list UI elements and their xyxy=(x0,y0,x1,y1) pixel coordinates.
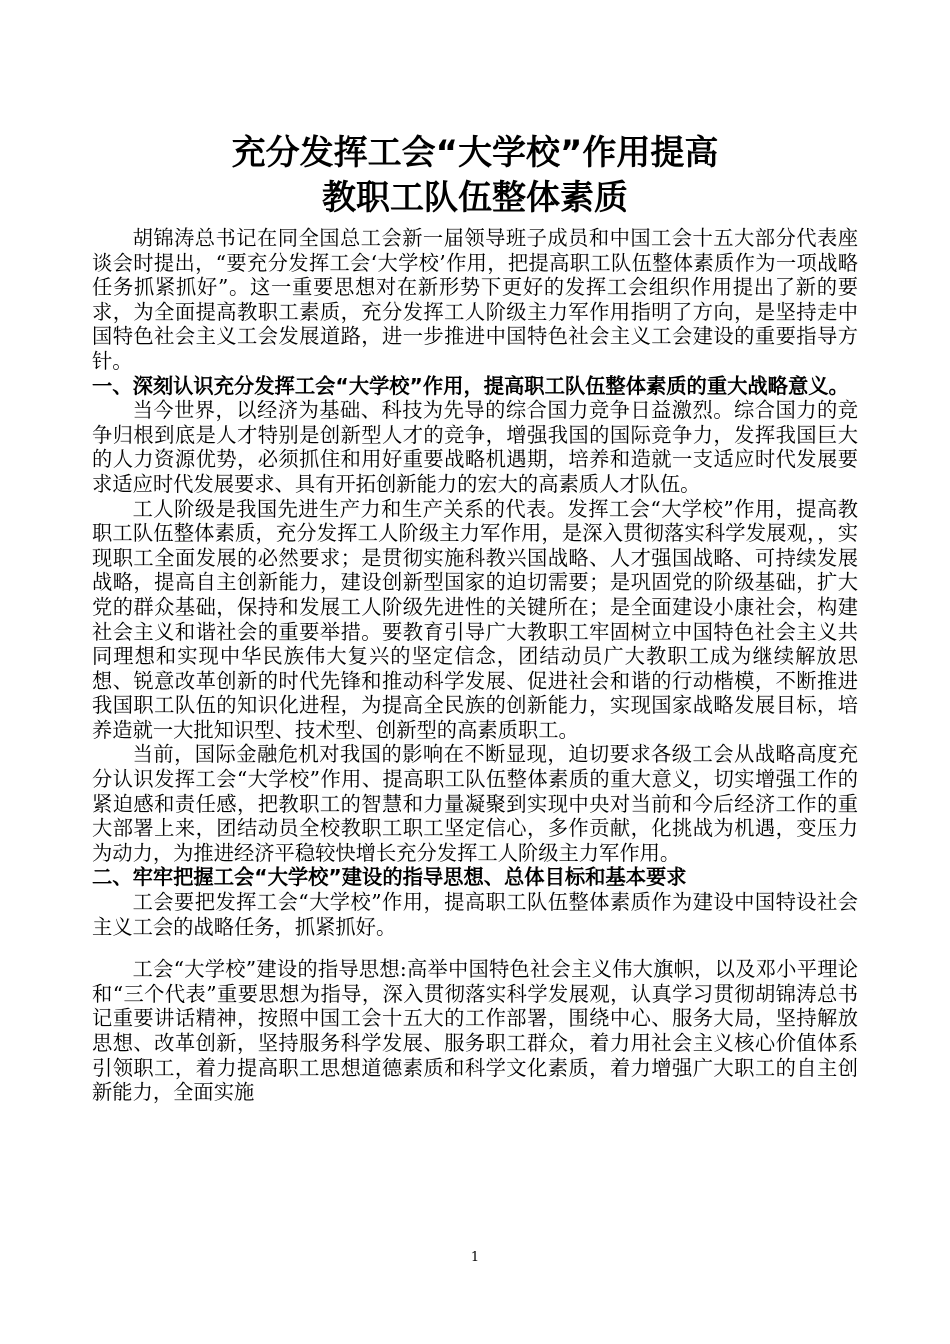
document-body xyxy=(92,226,858,1105)
paragraph-intro: 胡锦涛总书记在同全国总工会新一届领导班子成员和中国工会十五大部分代表座谈会时提出，“要充分发挥工会‘大学校’作用，把提高职工队伍整体素质作为一项战略任务抓紧抓好”。这一重要思想对在新形势下更好的发挥工会组织作用提出了新的要求，为全面提高教职工素质，充分发挥工人阶级主力军作用指明了方向，是坚持走中国特色社会主义工会发展道路，进一步推进中国特色社会主义工会建设的重要指导方针。 xyxy=(92,226,858,373)
paragraph: 工会要把发挥工会“大学校”作用，提高职工队伍整体素质作为建设中国特设社会主义工会的战略任务，抓紧抓好。 xyxy=(92,890,858,939)
section-heading-1: 一、深刻认识充分发挥工会“大学校”作用，提高职工队伍整体素质的重大战略意义。 xyxy=(92,373,849,398)
section-heading-2: 二、牢牢把握工会“大学校”建设的指导思想、总体目标和基本要求 xyxy=(92,865,687,890)
page-number: 1 xyxy=(470,1250,480,1265)
document-title-line-1: 充分发挥工会“大学校”作用提高 xyxy=(231,133,719,173)
document-title-line-2: 教职工队伍整体素质 xyxy=(322,178,628,218)
paragraph: 当今世界，以经济为基础、科技为先导的综合国力竞争日益激烈。综合国力的竞争归根到底是人才特别是创新型人才的竞争，增强我国的国际竞争力，发挥我国巨大的人力资源优势，必须抓住和用好重要战略机遇期，培养和造就一支适应时代发展要求适应时代发展要求、具有开拓创新能力的宏大的高素质人才队伍。 xyxy=(92,398,858,496)
paragraph: 当前，国际金融危机对我国的影响在不断显现，迫切要求各级工会从战略高度充分认识发挥工会“大学校”作用、提高职工队伍整体素质的重大意义，切实增强工作的紧迫感和责任感，把教职工的智慧和力量凝聚到实现中央对当前和今后经济工作的重大部署上来，团结动员全校教职工职工坚定信心，多作贡献，化挑战为机遇，变压力为动力，为推进经济平稳较快增长充分发挥工人阶级主力军作用。 xyxy=(92,742,858,865)
paragraph: 工会“大学校”建设的指导思想:高举中国特色社会主义伟大旗帜，以及邓小平理论和“三个代表”重要思想为指导，深入贯彻落实科学发展观，认真学习贯彻胡锦涛总书记重要讲话精神，按照中国工会十五大的工作部署，围绕中心、服务大局，坚持解放思想、改革创新，坚持服务科学发展、服务职工群众，着力用社会主义核心价值体系引领职工，着力提高职工思想道德素质和科学文化素质，着力增强广大职工的自主创新能力，全面实施 xyxy=(92,957,858,1105)
paragraph: 工人阶级是我国先进生产力和生产关系的代表。发挥工会“大学校”作用，提高教职工队伍整体素质，充分发挥工人阶级主力军作用，是深入贯彻落实科学发展观，，实现职工全面发展的必然要求；是贯彻实施科教兴国战略、人才强国战略、可持续发展战略，提高自主创新能力，建设创新型国家的迫切需要；是巩固党的阶级基础，扩大党的群众基础，保持和发展工人阶级先进性的关键所在；是全面建设小康社会，构建社会主义和谐社会的重要举措。要教育引导广大教职工牢固树立中国特色社会主义共同理想和实现中华民族伟大复兴的坚定信念，团结动员广大教职工成为继续解放思想、锐意改革创新的时代先锋和推动科学发展、促进社会和谐的行动楷模，不断推进我国职工队伍的知识化进程，为提高全民族的创新能力，实现国家战略发展目标，培养造就一大批知识型、技术型、创新型的高素质职工。 xyxy=(92,496,858,742)
